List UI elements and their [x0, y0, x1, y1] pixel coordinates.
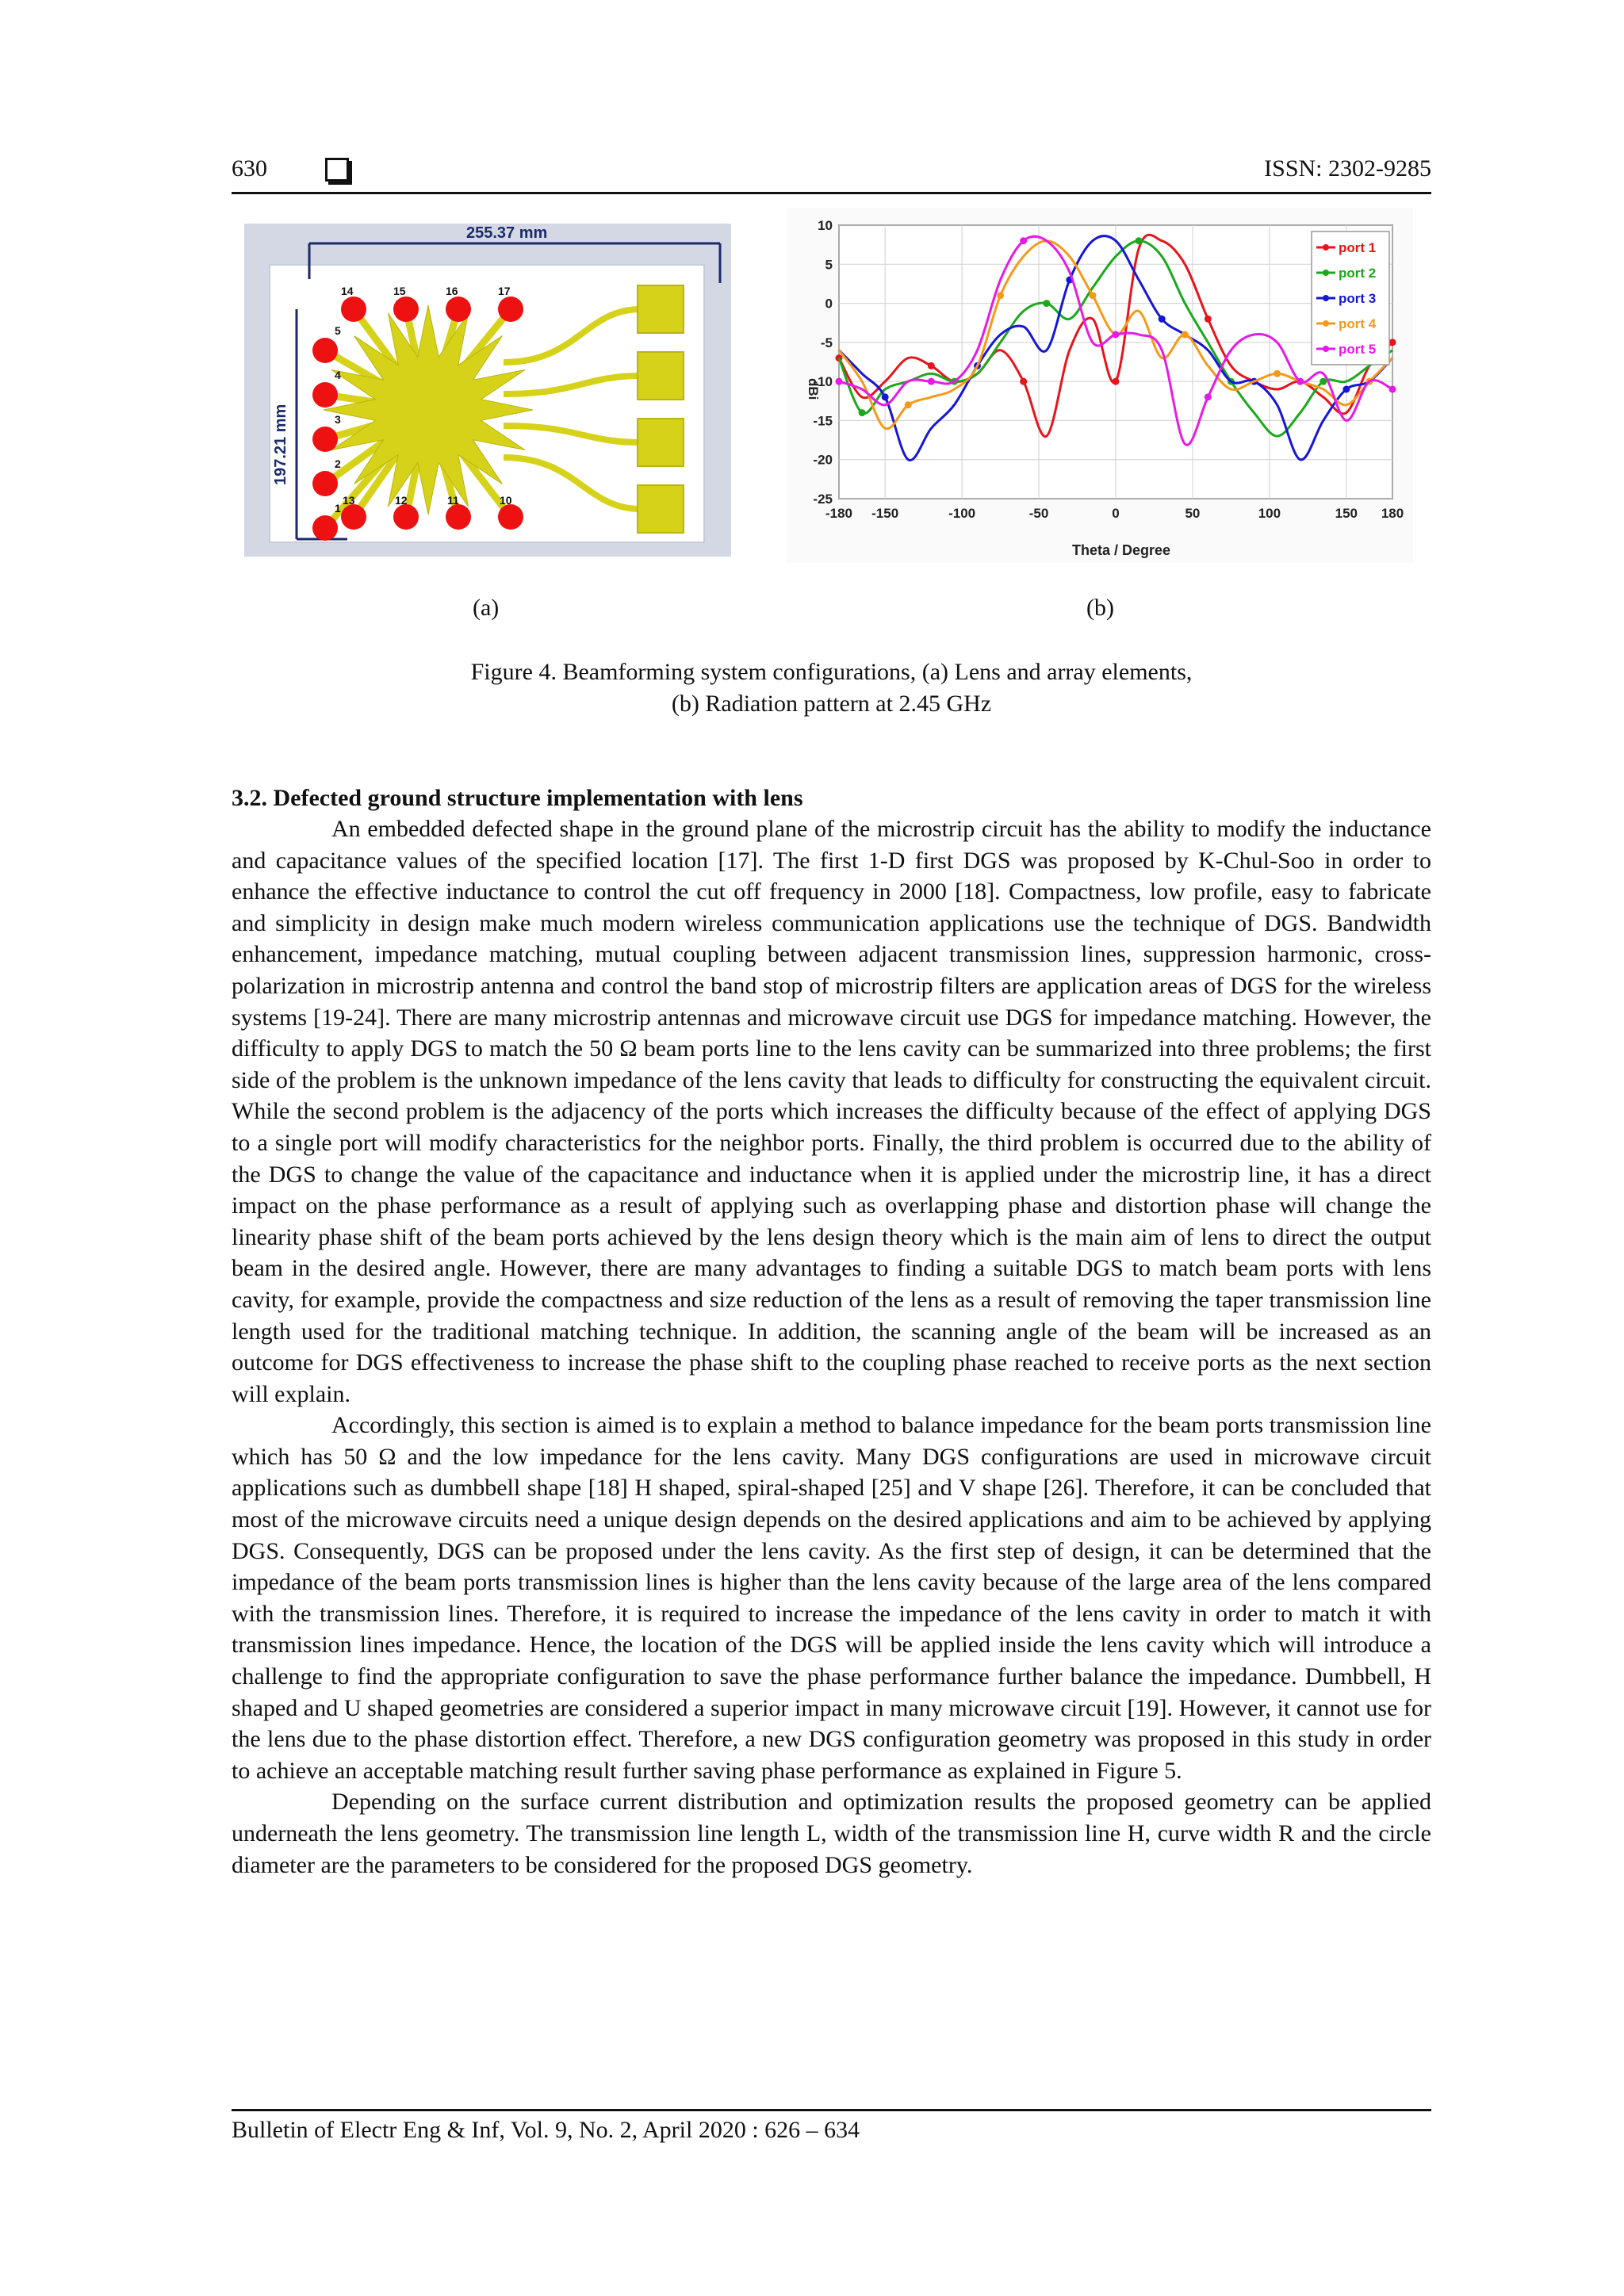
data-point [1020, 378, 1027, 385]
subcaption-a: (a) [473, 595, 500, 621]
x-tick-label: 100 [1258, 506, 1281, 521]
radiation-pattern-chart [787, 208, 1413, 563]
y-axis-label: dBi [806, 378, 821, 400]
y-tick-label: 0 [825, 296, 833, 312]
paragraph: An embedded defected shape in the ground plane of the microstrip circuit has the ability to modify the inductance and capacitance values of the specified location [17]. The first 1-D first DGS was proposed by K-Chul-Soo in order to enhance the effective inductance to control the cut off frequency in 2000 [18]. Compactness, low profile, easy to fabricate and simplicity in design make much modern wireless communication applications use the technique of DGS. Bandwidth enhancement, impedance matching, mutual coupling between adjacent transmission lines, suppression harmonic, cross-polarization in microstrip antenna and control the band stop of microstrip filters are application areas of DGS for the wireless systems [19-24]. There are many microstrip antennas and microwave circuit use DGS for impedance matching. However, the difficulty to apply DGS to match the 50 Ω beam ports line to the lens cavity can be summarized into three problems; the first side of the problem is the unknown impedance of the lens cavity that leads to difficulty for constructing the equivalent circuit. While the second problem is the adjacency of the ports which increases the difficulty because of the effect of applying DGS to a single port will modify characteristics for the neighbor ports. Finally, the third problem is occurred due to the ability of the DGS to change the value of the capacitance and inductance when it is applied under the microstrip line, it has a direct impact on the phase performance as a result of applying such as overlapping phase and distortion phase will change the linearity phase shift of the beam ports achieved by the lens design theory which is the main aim of lens to direct the output beam in the desired angle. However, there are many advantages to finding a suitable DGS to match beam ports with lens cavity, for example, provide the compactness and size reduction of the lens as a result of removing the taper transmission line length used for the traditional matching technique. In addition, the scanning angle of the beam will be increased as an outcome for DGS effectiveness to increase the phase shift to the coupling phase reached to receive ports as the next section will explain. [232, 816, 1431, 1407]
data-point [997, 292, 1004, 299]
checkbox-square-icon [325, 158, 349, 182]
chart-legend [1312, 232, 1389, 365]
paragraph: Depending on the surface current distribution and optimization results the proposed geometry can be applied underneath the lens geometry. The transmission line length L, width of the transmission line H, curve width R and the circle diameter are the parameters to be considered for the proposed DGS geometry. [232, 1789, 1431, 1878]
figure-b-radiation-chart [787, 208, 1413, 563]
x-tick-label: 150 [1335, 506, 1358, 521]
port-label: 2 [335, 457, 341, 470]
y-tick-label: -25 [813, 492, 833, 507]
port-label: 11 [447, 494, 459, 507]
data-point [1274, 370, 1281, 377]
x-tick-label: -150 [871, 506, 899, 521]
port-circle [341, 297, 366, 322]
port-circle [312, 427, 338, 452]
lens-body [324, 305, 533, 515]
port-label: 17 [498, 285, 511, 297]
port-circle [312, 382, 338, 408]
page-number: 630 [232, 155, 267, 182]
port-label: 16 [446, 285, 458, 297]
x-tick-label: -180 [825, 506, 853, 521]
y-tick-label: -10 [813, 374, 833, 390]
port-circle [312, 515, 338, 541]
port-label: 10 [500, 494, 512, 507]
data-point [1342, 386, 1350, 393]
port-label: 4 [335, 369, 341, 381]
port-circle [446, 297, 471, 322]
port-label: 14 [341, 285, 354, 297]
y-tick-label: 10 [818, 218, 833, 233]
legend-entry: port 3 [1339, 291, 1377, 306]
port-circle [498, 297, 523, 322]
x-axis-label: Theta / Degree [1072, 542, 1171, 558]
height-dimension-label: 197.21 mm [272, 404, 289, 485]
data-point [1089, 292, 1096, 299]
port-label: 1 [335, 502, 341, 515]
port-circle [393, 504, 419, 530]
array-element-pad [638, 485, 684, 533]
figure-a-lens-layout [244, 224, 731, 557]
figure-caption [232, 656, 1431, 720]
page-header [232, 155, 1431, 194]
subcaption-b: (b) [1086, 595, 1114, 621]
port-label: 5 [335, 324, 341, 337]
data-point [836, 378, 843, 385]
y-tick-label: -20 [813, 452, 833, 468]
array-element-pad [638, 352, 684, 400]
data-point [928, 362, 935, 369]
x-tick-label: -50 [1028, 506, 1049, 521]
port-label: 15 [393, 285, 406, 297]
data-point [1205, 316, 1212, 323]
port-circle [312, 338, 338, 363]
data-point [1205, 393, 1212, 400]
data-point [1389, 339, 1396, 346]
array-element-pad [638, 419, 684, 466]
paragraph: Accordingly, this section is aimed is to explain a method to balance impedance for the beam ports transmission line which has 50 Ω and the low impedance for the lens cavity. Many DGS configurations are used in microwave circuit applications such as dumbbell shape [18] H shaped, spiral-shaped [25] and V shape [26]. Therefore, it can be concluded that most of the microwave circuits need a unique design depends on the desired applications and aim to be achieved by applying DGS. Consequently, DGS can be proposed under the lens cavity. As the first step of design, it can be determined that the impedance of the beam ports transmission lines is higher than the lens cavity because of the large area of the lens compared with the transmission lines. Therefore, it is required to increase the impedance of the lens cavity in order to match it with transmission lines impedance. Hence, the location of the DGS will be applied inside the lens cavity which will introduce a challenge to find the appropriate configuration to save the phase performance further balance the impedance. Dumbbell, H shaped and U shaped geometries are considered a superior impact in many microwave circuit [19]. However, it cannot use for the lens due to the phase distortion effect. Therefore, a new DGS configuration geometry was proposed in this study in order to achieve an acceptable matching result further saving phase performance as explained in Figure 5. [232, 1412, 1431, 1784]
port-label: 12 [395, 494, 408, 507]
data-point [859, 409, 866, 416]
data-point [1113, 331, 1120, 339]
y-tick-label: -5 [820, 335, 833, 350]
data-point [928, 378, 935, 385]
data-point [1159, 316, 1166, 323]
legend-entry: port 2 [1339, 266, 1377, 281]
array-element-pad [638, 285, 684, 333]
x-tick-label: 180 [1381, 506, 1404, 521]
page-footer: Bulletin of Electr Eng & Inf, Vol. 9, No. 2, April 2020 : 626 – 634 [232, 2117, 860, 2143]
caption-line-1: Figure 4. Beamforming system configurations, (a) Lens and array elements, [470, 659, 1193, 685]
data-point [1136, 237, 1143, 244]
section-body [232, 813, 1431, 1881]
port-circle [498, 504, 523, 530]
port-circle [393, 297, 419, 322]
x-tick-label: 0 [1112, 506, 1120, 521]
port-label: 13 [343, 494, 355, 507]
issn-label: ISSN: 2302-9285 [1264, 155, 1431, 182]
section-heading: 3.2. Defected ground structure implementation with lens [232, 785, 803, 811]
legend-entry: port 5 [1339, 342, 1377, 357]
x-tick-label: 50 [1185, 506, 1201, 521]
width-dimension-label: 255.37 mm [466, 224, 548, 242]
data-point [1113, 378, 1120, 385]
legend-entry: port 4 [1339, 316, 1377, 331]
x-tick-label: -100 [948, 506, 976, 521]
y-tick-label: 5 [825, 257, 833, 273]
data-point [1043, 300, 1050, 307]
legend-entry: port 1 [1339, 240, 1377, 255]
port-circle [446, 504, 471, 530]
data-point [882, 393, 889, 400]
data-point [1020, 237, 1027, 244]
port-label: 3 [335, 413, 341, 426]
y-tick-label: -15 [813, 413, 833, 429]
port-circle [341, 504, 366, 530]
caption-line-2: (b) Radiation pattern at 2.45 GHz [671, 691, 992, 717]
port-circle [312, 471, 338, 496]
data-point [1297, 378, 1304, 385]
data-point [1182, 331, 1189, 339]
lens-layout-diagram [244, 224, 731, 557]
data-point [905, 401, 912, 408]
data-point [1389, 386, 1396, 393]
footer-rule [232, 2109, 1431, 2111]
